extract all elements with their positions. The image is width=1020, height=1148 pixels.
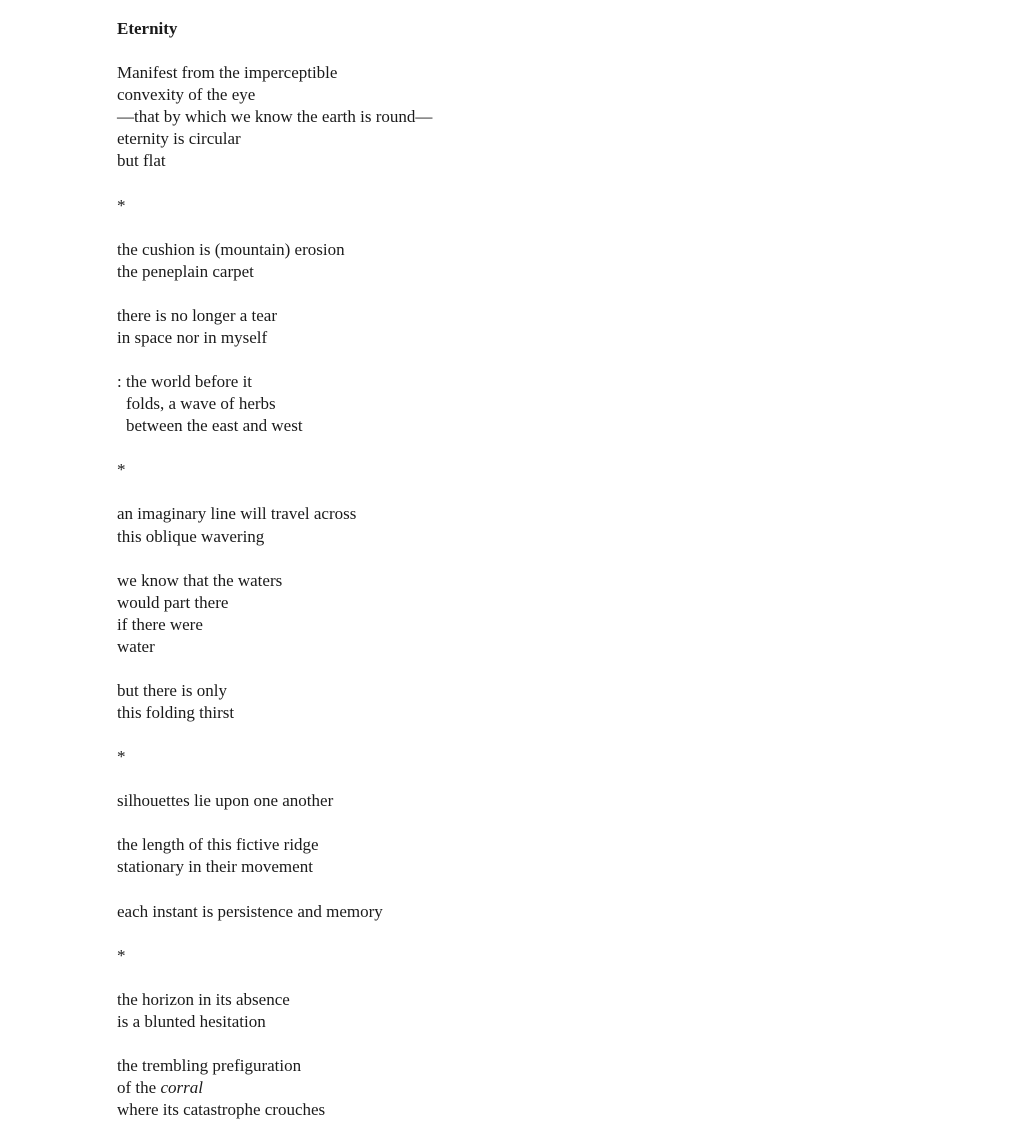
stanza-12	[117, 1055, 917, 1121]
section-separator: *	[117, 195, 126, 215]
poem-line: convexity of the eye	[117, 85, 256, 105]
poem-line: the length of this fictive ridge	[117, 835, 319, 855]
poem-title: Eternity	[117, 19, 178, 38]
poem-line: Manifest from the imperceptible	[117, 63, 338, 83]
stanza-6	[117, 570, 917, 658]
poem-line: in space nor in myself	[117, 327, 268, 347]
stanza-7	[117, 680, 917, 724]
poem-line: : the world before it	[117, 372, 253, 392]
poem-line: stationary in their movement	[117, 857, 313, 877]
stanza-5	[117, 503, 917, 547]
section-separator: *	[117, 460, 126, 480]
stanza-1	[117, 62, 917, 172]
poem-line: each instant is persistence and memory	[117, 901, 383, 921]
stanza-4	[117, 371, 917, 437]
poem-line-with-italic	[117, 1077, 917, 1099]
poem-line: eternity is circular	[117, 129, 241, 149]
stanza-10	[117, 901, 917, 923]
poem-line: —that by which we know the earth is round—	[117, 107, 433, 127]
poem-line: but there is only	[117, 680, 228, 700]
poem	[117, 18, 917, 1143]
poem-line: the horizon in its absence	[117, 989, 290, 1009]
poem-line: we know that the waters	[117, 570, 283, 590]
poem-line: the cushion is (mountain) erosion	[117, 239, 345, 259]
poem-line-indented: folds, a wave of herbs	[126, 394, 276, 414]
poem-line: is a blunted hesitation	[117, 1011, 266, 1031]
poem-line: if there were	[117, 614, 203, 634]
stanza-8	[117, 790, 917, 812]
poem-line: there is no longer a tear	[117, 305, 278, 325]
stanza-9	[117, 834, 917, 878]
poem-line: would part there	[117, 592, 229, 612]
poem-line: this oblique wavering	[117, 526, 265, 546]
poem-line: silhouettes lie upon one another	[117, 791, 334, 811]
poem-line-indented: between the east and west	[126, 416, 303, 436]
poem-line: this folding thirst	[117, 703, 235, 723]
poem-line: the trembling prefiguration	[117, 1055, 302, 1075]
poem-line-prefix: of the	[117, 1078, 161, 1097]
poem-line: an imaginary line will travel across	[117, 504, 357, 524]
stanza-2	[117, 239, 917, 283]
section-separator: *	[117, 747, 126, 767]
poem-line: where its catastrophe crouches	[117, 1100, 326, 1120]
stanza-3	[117, 305, 917, 349]
poem-line: water	[117, 636, 155, 656]
section-separator: *	[117, 945, 126, 965]
poem-line: the peneplain carpet	[117, 261, 254, 281]
poem-line: but flat	[117, 151, 166, 171]
italic-word: corral	[160, 1078, 203, 1097]
stanza-11	[117, 989, 917, 1033]
